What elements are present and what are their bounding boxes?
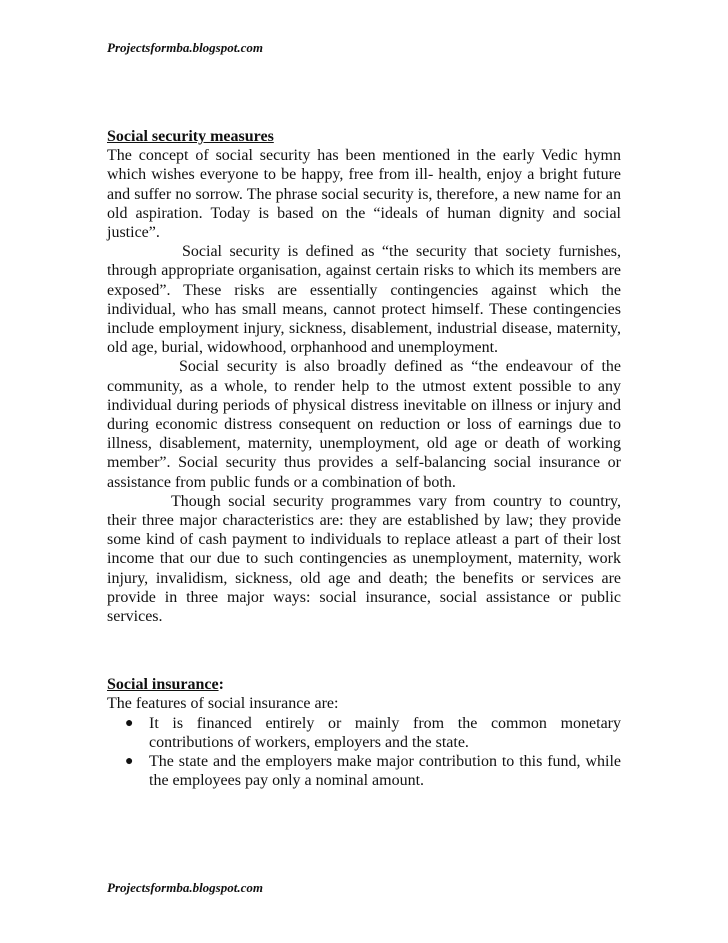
paragraph-4: Though social security programmes vary from country to country, their three major characteristics are: they are established by law; they provide some kind of cash payment to individuals to replace atleast a part of their lost income that our due to such contingencies as unemployment, maternity, work injury, invalidism, sickness, old age and death; the benefits or services are provide in three major ways: social insurance, social assistance or public services. <box>107 492 621 626</box>
section-social-insurance <box>107 675 621 790</box>
paragraph-3: Social security is also broadly defined as “the endeavour of the community, as a whole, to render help to the utmost extent possible to any individual during periods of physical distress inevitable on illness or injury and during economic distress consequent on reduction or loss of earnings due to illness, disablement, maternity, unemployment, old age or death of working member”. Social security thus provides a self-balancing social insurance or assistance from public funds or a combination of both. <box>107 358 621 491</box>
document-body <box>107 127 621 791</box>
section-heading-social-insurance <box>107 675 621 694</box>
bullet-icon: ● <box>125 754 134 770</box>
list-item <box>125 714 621 752</box>
features-list <box>107 714 621 791</box>
list-item-text: The state and the employers make major contribution to this fund, while the employees pay only a nominal amount. <box>149 753 621 790</box>
paragraph-1: The concept of social security has been mentioned in the early Vedic hymn which wishes everyone to be happy, free from ill- health, enjoy a bright future and suffer no sorrow. The phrase social security is, therefore, a new name for an old aspiration. Today is based on the “ideals of human dignity and social justice”. <box>107 147 621 242</box>
bullet-icon: ● <box>125 715 134 731</box>
page-footer: Projectsformba.blogspot.com <box>107 880 263 895</box>
list-item <box>125 752 621 790</box>
heading-colon: : <box>218 676 224 694</box>
features-intro: The features of social insurance are: <box>107 695 339 713</box>
social-insurance-title: Social insurance <box>107 676 219 694</box>
page-header: Projectsformba.blogspot.com <box>107 40 263 55</box>
section-heading-social-security-measures: Social security measures <box>107 128 274 145</box>
paragraph-2: Social security is defined as “the security that society furnishes, through appropriate organisation, against certain risks to which its members are exposed”. These risks are essentially contingencies against which the individual, who has small means, cannot protect himself. These contingencies include employment injury, sickness, disablement, industrial disease, maternity, old age, burial, widowhood, orphanhood and unemployment. <box>107 243 621 357</box>
list-item-text: It is financed entirely or mainly from the common monetary contributions of workers, employers and the state. <box>149 714 621 751</box>
